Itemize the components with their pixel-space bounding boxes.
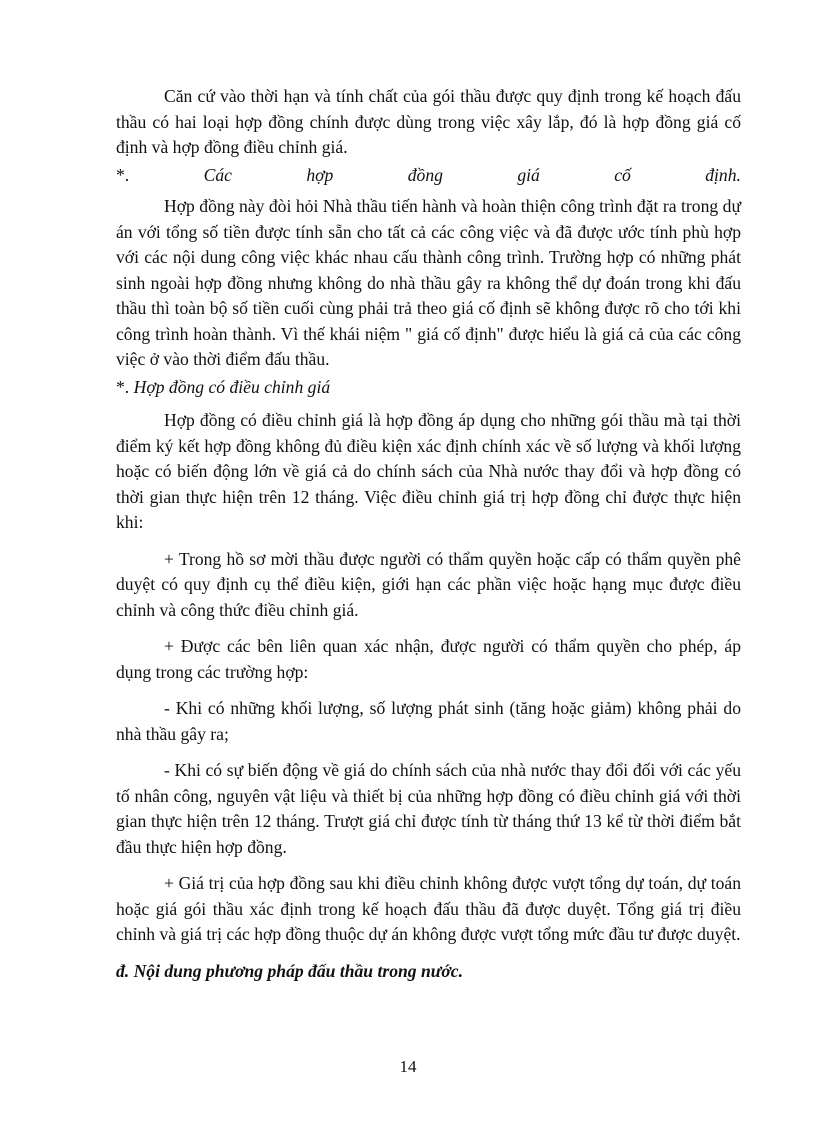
condition-3: + Giá trị của hợp đồng sau khi điều chỉnh không được vượt tổng dự toán, dự toán hoặc giá gói thầu xác định trong kế hoạch đấu thầu đã được duyệt. Tổng giá trị điều chỉnh và giá trị các hợp đồng thuộc dự án không được vượt tổng mức đầu tư được duyệt. [116, 873, 741, 944]
heading-word: định. [705, 164, 741, 185]
adjustable-price-heading [116, 375, 741, 401]
condition-2: + Được các bên liên quan xác nhận, được người có thẩm quyền cho phép, áp dụng trong các trường hợp: [116, 636, 741, 682]
adjustable-price-paragraph: Hợp đồng có điều chỉnh giá là hợp đồng áp dụng cho những gói thầu mà tại thời điểm ký kết hợp đồng không đủ điều kiện xác định chính xác về số lượng và khối lượng hoặc có biến động lớn về giá cả do chính sách của Nhà nước thay đổi và hợp đồng có thời gian thực hiện trên 12 tháng. Việc điều chỉnh giá trị hợp đồng chỉ được thực hiện khi: [116, 410, 741, 532]
heading-word: cố [614, 164, 631, 185]
case-1: - Khi có những khối lượng, số lượng phát sinh (tăng hoặc giảm) không phải do nhà thầu gây ra; [116, 698, 741, 744]
heading-word: Các [203, 164, 232, 185]
intro-paragraph: Căn cứ vào thời hạn và tính chất của gói thầu được quy định trong kế hoạch đấu thầu có hai loại hợp đồng chính được dùng trong việc xây lắp, đó là hợp đồng giá cố định và hợp đồng điều chỉnh giá. [116, 86, 741, 157]
fixed-price-paragraph: Hợp đồng này đòi hỏi Nhà thầu tiến hành và hoàn thiện công trình đặt ra trong dự án với tổng số tiền được tính sẵn cho tất cả các công việc và đã được ước tính phù hợp với các nội dung công việc khác nhau cấu thành công trình. Trường hợp có những phát sinh ngoài hợp đồng nhưng không do nhà thầu gây ra không thể dự đoán trong khi đấu thầu thì toàn bộ số tiền cuối cùng phải trả theo giá cố định sẽ không được rõ cho tới khi công trình hoàn thành. Vì thế khái niệm " giá cố định" được hiểu là giá cả của các công việc ở vào thời điểm đấu thầu. [116, 196, 741, 369]
heading-text: Hợp đồng có điều chỉnh giá [133, 376, 331, 397]
section-heading: đ. Nội dung phương pháp đấu thầu trong nước. [116, 960, 463, 981]
heading-word: giá [517, 164, 540, 185]
document-page [116, 84, 741, 984]
condition-1: + Trong hồ sơ mời thầu được người có thẩm quyền hoặc cấp có thẩm quyền phê duyệt có quy định cụ thể điều kiện, giới hạn các phần việc hoặc hạng mục được điều chỉnh và công thức điều chỉnh giá. [116, 548, 741, 620]
heading-bullet: *. [116, 164, 130, 185]
fixed-price-heading [116, 163, 741, 189]
case-2: - Khi có sự biến động về giá do chính sách của nhà nước thay đổi đối với các yếu tố nhân công, nguyên vật liệu và thiết bị của những hợp đồng có điều chỉnh giá với thời gian thực hiện trên 12 tháng. Trượt giá chỉ được tính từ tháng thứ 13 kể từ thời điểm bắt đầu thực hiện hợp đồng. [116, 760, 741, 857]
heading-word: đồng [407, 164, 443, 185]
heading-bullet: *. [116, 376, 130, 397]
heading-word: hợp [306, 164, 334, 185]
page-number: 14 [399, 1057, 417, 1076]
